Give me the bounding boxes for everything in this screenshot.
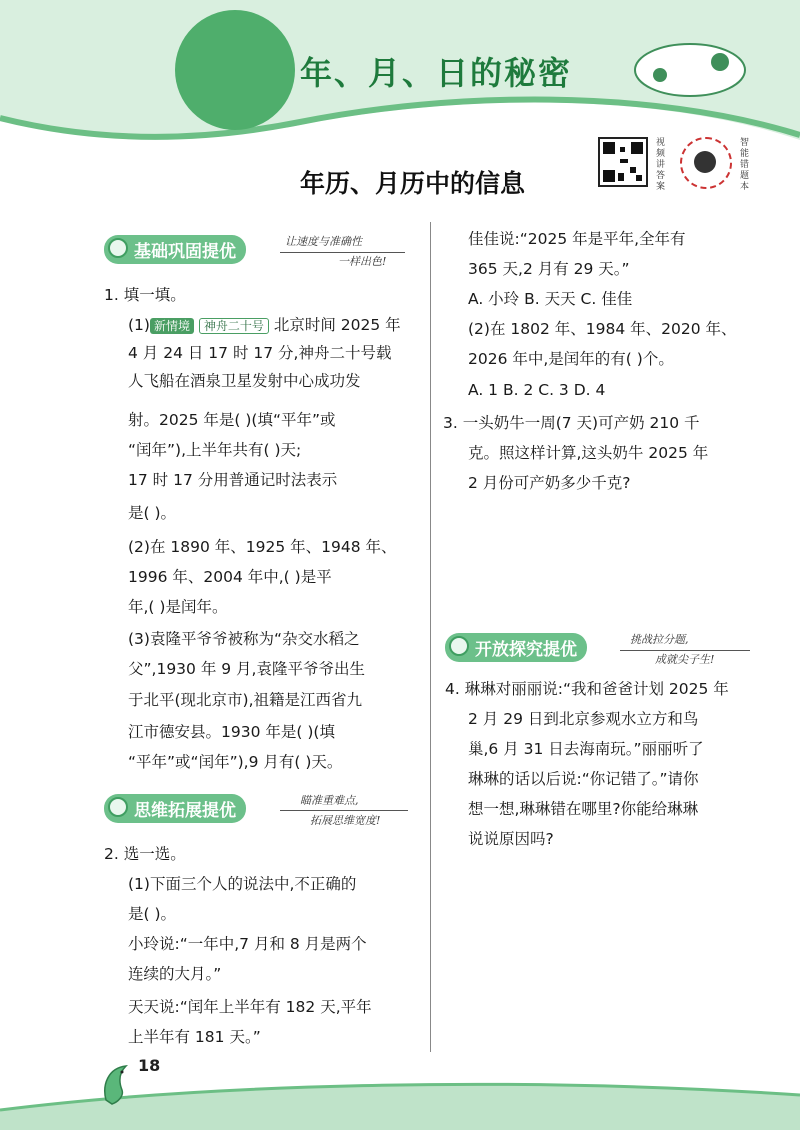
q1-line: 年,( )是闰年。 [128, 598, 228, 616]
new-context-tag: 新情境 [150, 318, 194, 334]
page-number: 18 [138, 1056, 161, 1075]
topic-tag: 神舟二十号 [199, 318, 269, 334]
q2-right-line: 佳佳说:“2025 年是平年,全年有 [468, 230, 686, 248]
q2-line: 上半年有 181 天。” [128, 1028, 261, 1046]
q1-line: 江市德安县。1930 年是( )(填 [128, 723, 335, 741]
section-banner-open [445, 634, 587, 660]
q1-line: 1996 年、2004 年中,( )是平 [128, 568, 332, 586]
question-4-line: 4. 琳琳对丽丽说:“我和爸爸计划 2025 年 [445, 680, 729, 698]
section-banner-basic [104, 236, 246, 262]
satellite-icon [449, 636, 469, 656]
q1-line: (2)在 1890 年、1925 年、1948 年、 [128, 538, 397, 556]
qr-code-video[interactable] [598, 137, 648, 187]
q1-line: 射。2025 年是( )(填“平年”或 [128, 411, 336, 429]
q1-line: 于北平(现北京市),祖籍是江西省九 [128, 691, 363, 709]
dolphin-icon [98, 1060, 138, 1110]
qr-code-error-book[interactable] [680, 137, 732, 189]
section-slogan-basic-2: 一样出色! [338, 255, 387, 268]
q1-line: 17 时 17 分用普通记时法表示 [128, 471, 338, 489]
q1-line: 人飞船在酒泉卫星发射中心成功发 [128, 372, 361, 390]
question-3-line: 3. 一头奶牛一周(7 天)可产奶 210 千 [443, 414, 700, 432]
q1-line: “闰年”),上半年共有( )天; [128, 441, 302, 459]
question-1-part1-line0: (1) 新情境 神舟二十号 北京时间 2025 年 [128, 316, 401, 334]
question-4-line: 2 月 29 日到北京参观水立方和鸟 [468, 710, 699, 728]
slogan-line [620, 650, 750, 651]
section-slogan-basic-1: 让速度与准确性 [285, 235, 362, 248]
question-4-line: 说说原因吗? [468, 830, 554, 848]
q2-line: 小玲说:“一年中,7 月和 8 月是两个 [128, 935, 367, 953]
q1-line: “平年”或“闰年”),9 月有( )天。 [128, 753, 343, 771]
slogan-line [280, 252, 405, 253]
header-circle [175, 10, 295, 130]
section-slogan-open-1: 挑战拉分题, [630, 633, 689, 646]
question-4-line: 琳琳的话以后说:“你记错了。”请你 [468, 770, 699, 788]
qr-caption-video: 视频讲答案 [656, 138, 666, 192]
q2-right-line: 365 天,2 月有 29 天。” [468, 260, 630, 278]
question-3-line: 克。照这样计算,这头奶牛 2025 年 [468, 444, 709, 462]
q1-line: (3)袁隆平爷爷被称为“杂交水稻之 [128, 630, 360, 648]
section-slogan-think-2: 拓展思维宽度! [310, 814, 381, 827]
target-icon [108, 238, 128, 258]
q1-line: 4 月 24 日 17 时 17 分,神舟二十号载 [128, 344, 392, 362]
q2-right-line: 2026 年中,是闰年的有( )个。 [468, 350, 674, 368]
section-title-basic: 基础巩固提优 [134, 241, 236, 262]
q2-line: 连续的大月。” [128, 965, 222, 983]
slogan-line [280, 810, 408, 811]
q2-right-line: (2)在 1802 年、1984 年、2020 年、 [468, 320, 737, 338]
question-1-head: 1. 填一填。 [104, 286, 186, 304]
q2-options-2: A. 1 B. 2 C. 3 D. 4 [468, 381, 606, 399]
question-4-line: 想一想,琳琳错在哪里?你能给琳琳 [468, 800, 699, 818]
section-banner-think [104, 795, 246, 821]
q2-line: (1)下面三个人的说法中,不正确的 [128, 875, 357, 893]
section-slogan-open-2: 成就尖子生! [655, 653, 715, 666]
lesson-subtitle: 年历、月历中的信息 [300, 169, 526, 198]
section-slogan-think-1: 瞄准重难点, [300, 794, 359, 807]
q2-line: 是( )。 [128, 905, 177, 923]
q2-line: 天天说:“闰年上半年有 182 天,平年 [128, 998, 372, 1016]
q1-line: 是( )。 [128, 504, 177, 522]
section-title-open: 开放探究提优 [475, 639, 577, 660]
q1-line: 父”,1930 年 9 月,袁隆平爷爷出生 [128, 660, 365, 678]
question-4-line: 巢,6 月 31 日去海南玩。”丽丽听了 [468, 740, 704, 758]
column-divider [430, 222, 431, 1052]
chapter-title: 年、月、日的秘密 [300, 54, 573, 92]
qr-caption-error-book: 智能错题本 [740, 138, 750, 192]
question-3-line: 2 月份可产奶多少千克? [468, 474, 631, 492]
section-title-think: 思维拓展提优 [134, 800, 236, 821]
question-2-head: 2. 选一选。 [104, 845, 186, 863]
q2-options-1: A. 小玲 B. 天天 C. 佳佳 [468, 290, 633, 308]
ufo-icon [108, 797, 128, 817]
